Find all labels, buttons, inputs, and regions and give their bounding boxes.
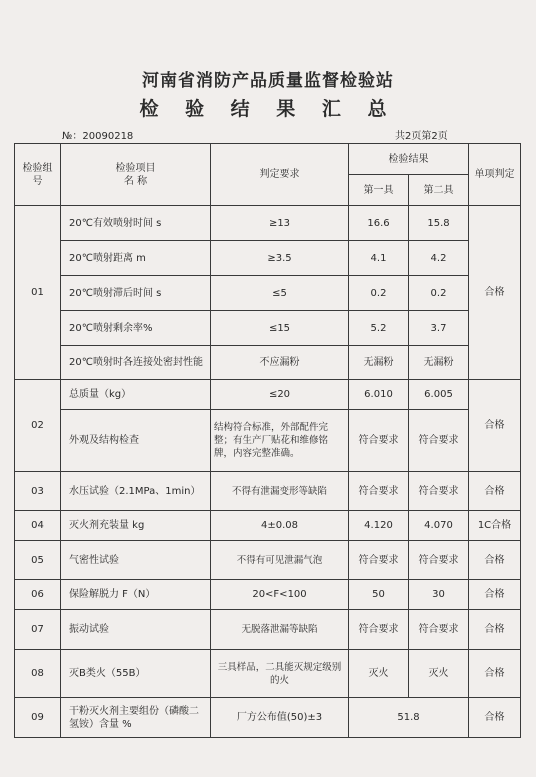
requirement: ≥13	[211, 206, 349, 241]
result-first: 符合要求	[349, 410, 409, 472]
item-name: 振动试验	[61, 610, 211, 650]
group-no: 01	[15, 206, 61, 380]
table-row	[15, 241, 521, 276]
result-first: 无漏粉	[349, 346, 409, 380]
requirement: ≤15	[211, 311, 349, 346]
result-second: 灭火	[409, 650, 469, 698]
item-name: 灭火剂充装量 kg	[61, 511, 211, 541]
item-name: 保险解脱力 F（N）	[61, 580, 211, 610]
result-first: 50	[349, 580, 409, 610]
table-row	[15, 346, 521, 380]
judgement: 1C合格	[469, 511, 521, 541]
requirement: ≤20	[211, 380, 349, 410]
requirement: ≤5	[211, 276, 349, 311]
table-row	[15, 472, 521, 511]
result-second: 符合要求	[409, 410, 469, 472]
result-first: 灭火	[349, 650, 409, 698]
group-no: 09	[15, 698, 61, 738]
item-name: 总质量（kg）	[61, 380, 211, 410]
header-requirement: 判定要求	[211, 144, 349, 206]
result-second: 符合要求	[409, 541, 469, 580]
report-number: №：20090218	[62, 131, 134, 142]
result-second: 0.2	[409, 276, 469, 311]
result-first: 4.120	[349, 511, 409, 541]
result-second: 符合要求	[409, 610, 469, 650]
result-second: 4.2	[409, 241, 469, 276]
page-info: 共2页第2页	[395, 131, 448, 142]
header-item-line1: 检验项目	[115, 162, 156, 174]
judgement: 合格	[469, 472, 521, 511]
judgement: 合格	[469, 206, 521, 380]
group-no: 03	[15, 472, 61, 511]
table-row	[15, 311, 521, 346]
item-name: 外观及结构检查	[61, 410, 211, 472]
item-name: 干粉灭火剂主要组份（磷酸二氢铵）含量 %	[61, 698, 211, 738]
result-first: 符合要求	[349, 610, 409, 650]
table-row	[15, 698, 521, 738]
requirement: 4±0.08	[211, 511, 349, 541]
judgement: 合格	[469, 541, 521, 580]
requirement: 20<F<100	[211, 580, 349, 610]
requirement: 厂方公布值(50)±3	[211, 698, 349, 738]
table-row	[15, 650, 521, 698]
group-no: 05	[15, 541, 61, 580]
header-judgement: 单项判定	[469, 144, 521, 206]
header-group-no: 检验组号	[15, 144, 61, 206]
table-row	[15, 580, 521, 610]
group-no: 06	[15, 580, 61, 610]
item-name: 灭B类火（55B）	[61, 650, 211, 698]
judgement: 合格	[469, 380, 521, 472]
result-second: 无漏粉	[409, 346, 469, 380]
result-first: 符合要求	[349, 472, 409, 511]
item-name: 20℃喷射滞后时间 s	[61, 276, 211, 311]
document-title: 检 验 结 果 汇 总	[139, 98, 397, 120]
result-first: 符合要求	[349, 541, 409, 580]
requirement: 结构符合标准，外部配件完整；有生产厂贴花和维修铭牌，内容完整准确。	[211, 410, 349, 472]
header-second: 第二具	[409, 175, 469, 206]
table-row	[15, 541, 521, 580]
result-second: 6.005	[409, 380, 469, 410]
table-row	[15, 276, 521, 311]
table-row	[15, 380, 521, 410]
result-first: 4.1	[349, 241, 409, 276]
result-combined: 51.8	[349, 698, 469, 738]
result-first: 5.2	[349, 311, 409, 346]
group-no: 04	[15, 511, 61, 541]
judgement: 合格	[469, 698, 521, 738]
result-second: 3.7	[409, 311, 469, 346]
item-name: 气密性试验	[61, 541, 211, 580]
requirement: ≥3.5	[211, 241, 349, 276]
result-second: 4.070	[409, 511, 469, 541]
header-item	[61, 144, 211, 206]
result-second: 30	[409, 580, 469, 610]
table-row	[15, 610, 521, 650]
group-no: 02	[15, 380, 61, 472]
header-first: 第一具	[349, 175, 409, 206]
judgement: 合格	[469, 610, 521, 650]
result-first: 0.2	[349, 276, 409, 311]
group-no: 08	[15, 650, 61, 698]
header-item-line2: 名 称	[123, 175, 148, 187]
item-name: 水压试验（2.1MPa、1min）	[61, 472, 211, 511]
table-row	[15, 206, 521, 241]
requirement: 三具样品，二具能灭规定级别的火	[211, 650, 349, 698]
header-results: 检验结果	[349, 144, 469, 175]
group-no: 07	[15, 610, 61, 650]
item-name: 20℃有效喷射时间 s	[61, 206, 211, 241]
requirement: 无脱落泄漏等缺陷	[211, 610, 349, 650]
requirement: 不应漏粉	[211, 346, 349, 380]
requirement: 不得有可见泄漏气泡	[211, 541, 349, 580]
item-name: 20℃喷射时各连接处密封性能	[61, 346, 211, 380]
judgement: 合格	[469, 580, 521, 610]
table-row	[15, 511, 521, 541]
result-first: 6.010	[349, 380, 409, 410]
judgement: 合格	[469, 650, 521, 698]
results-table	[14, 143, 521, 738]
item-name: 20℃喷射剩余率%	[61, 311, 211, 346]
result-second: 符合要求	[409, 472, 469, 511]
result-first: 16.6	[349, 206, 409, 241]
result-second: 15.8	[409, 206, 469, 241]
table-row	[15, 410, 521, 472]
organization-name: 河南省消防产品质量监督检验站	[142, 71, 394, 91]
item-name: 20℃喷射距离 m	[61, 241, 211, 276]
requirement: 不得有泄漏变形等缺陷	[211, 472, 349, 511]
